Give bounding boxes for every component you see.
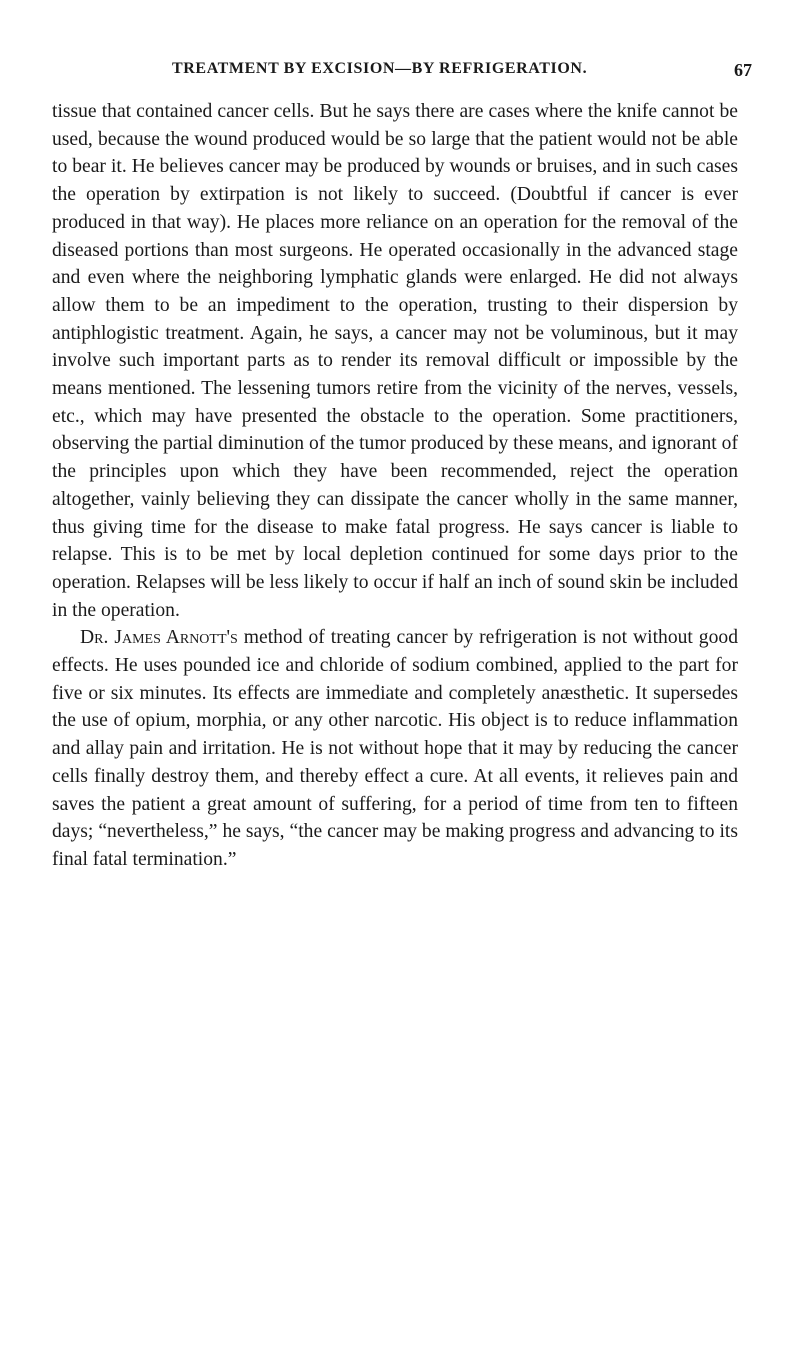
paragraph-1 — [52, 98, 738, 624]
paragraph-1-text: tissue that contained cancer cells. But he says there are cases where the knife cannot be used, because the wound produced would be so large that the patient would not be able to bear it. He believes cancer may be produced by wounds or bruises, and in such cases the operation by extirpation is not likely to succeed. (Doubtful if cancer is ever produced in that way). He places more reliance on an operation for the removal of the diseased portions than most surgeons. He operated occasionally in the advanced stage and even where the neighboring lymphatic glands were enlarged. He did not always allow them to be an impediment to the operation, trusting to their dispersion by antiphlogistic treatment. Again, he says, a cancer may not be voluminous, but it may involve such important parts as to render its removal difficult or impossible by the means mentioned. The lessening tumors retire from the vicinity of the nerves, vessels, etc., which may have presented the obstacle to the operation. Some practitioners, observing the partial diminution of the tumor produced by these means, and ignorant of the principles upon which they have been recommended, reject the operation altogether, vainly believing they can dissipate the cancer wholly in the same manner, thus giving time for the disease to make fatal progress. He says cancer is liable to relapse. This is to be met by local depletion continued for some days prior to the operation. Relapses will be less likely to occur if half an inch of sound skin be included in the operation. — [52, 101, 738, 621]
paragraph-2-text: method of treating cancer by refrigeration is not without good effects. He uses pounded ice and chloride of sodium combined, applied to the part for five or six minutes. Its effects are immediate and completely anæsthetic. It supersedes the use of opium, morphia, or any other narcotic. His object is to reduce inflammation and allay pain and irritation. He is not without hope that it may by reducing the cancer cells finally destroy them, and thereby effect a cure. At all events, it relieves pain and saves the patient a great amount of suffering, for a period of time from ten to fifteen days; “nevertheless,” he says, “the cancer may be making progress and advancing to its final fatal termination.” — [52, 627, 738, 870]
body-text — [52, 98, 738, 874]
running-title: TREATMENT BY EXCISION—BY REFRIGERATION. — [172, 60, 588, 77]
paragraph-2-lead: Dr. James Arnott's — [80, 627, 238, 649]
running-head — [52, 60, 752, 90]
paragraph-2 — [52, 624, 738, 873]
page-number: 67 — [734, 60, 752, 80]
